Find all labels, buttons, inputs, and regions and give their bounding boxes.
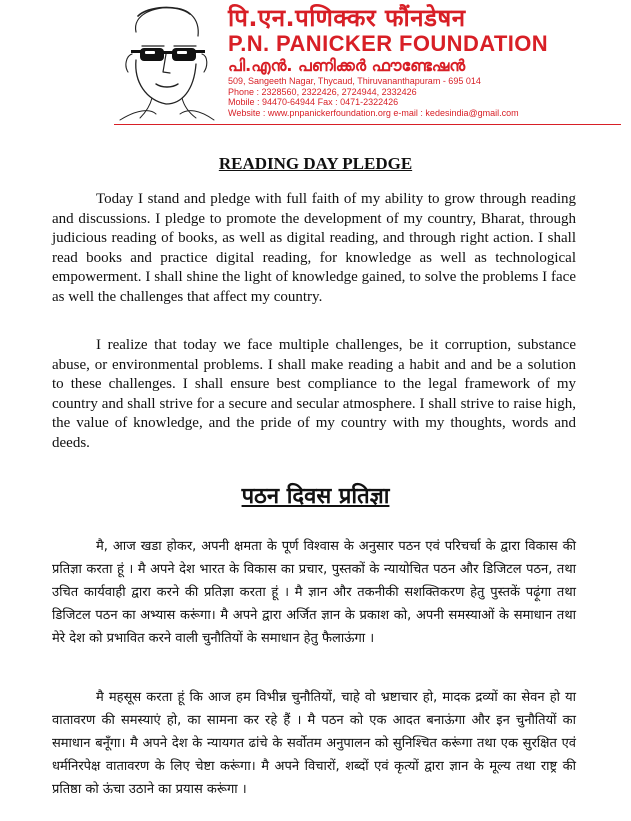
pledge-english-paragraph-2: I realize that today we face multiple challenges, be it corruption, substance abuse, or environmental problems. I shall make reading a habit and and be a solution to these challenges. I shall ensure best compliance to the legal framework of my country and shall strive for a secure and secular atmosphere. I shall strive to raise high, the value of knowledge, and the pride of my country with my thoughts, words and deeds. [52, 337, 576, 451]
foundation-name-english: P.N. PANICKER FOUNDATION [228, 31, 549, 56]
letterhead [0, 0, 631, 128]
founder-portrait-sketch [116, 2, 219, 122]
foundation-name-malayalam: പി.എൻ. പണിക്കർ ഫൗണ്ടേഷൻ [228, 56, 466, 75]
foundation-website-email: Website : www.pnpanickerfoundation.org e-mail : kedesindia@gmail.com [228, 107, 519, 118]
foundation-mobile-fax: Mobile : 94470-64944 Fax : 0471-2322426 [228, 97, 399, 107]
foundation-address: 509, Sangeeth Nagar, Thycaud, Thiruvananthapuram - 695 014 [228, 76, 481, 86]
pledge-hindi-paragraph-1: मै, आज खडा होकर, अपनी क्षमता के पूर्ण विश्वास के अनुसार पठन एवं परिचर्चा के द्वारा विकास की प्रतिज्ञा करता हूं । मै अपने देश भारत के विकास का प्रचार, पुस्तकों के न्यायोचित पठन और डिजिटल पठन, तथा उचित कार्यवाही द्वारा करने की प्रतिज्ञा करता हूं । मै ज्ञान और तकनीकी सशक्तिकरण हेतु पुस्तकें पढ़ूंगा तथा डिजिटल पठन का अभ्यास करूंगा। मै अपने द्वारा अर्जित ज्ञान के प्रकाश को, अपनी समस्याओं के समाधान तथा मेरे देश को प्रभावित करने वाली चुनौतियों के समाधान हेतु फैलाऊंगा । [52, 539, 576, 646]
letterhead-text [228, 4, 624, 118]
pledge-title-hindi: पठन दिवस प्रतिज्ञा [241, 484, 390, 509]
foundation-name-hindi: पि.एन.पणिक्कर फौंनडेषन [228, 4, 466, 32]
pledge-title-english: READING DAY PLEDGE [218, 154, 413, 173]
pledge-hindi-paragraph-2: मै महसूस करता हूं कि आज हम विभीन्न चुनौतियों, चाहे वो भ्रष्टाचार हो, मादक द्रव्यों का सेवन हो या वातावरण की समस्याएं हो, का सामना कर रहे हैं । मै पठन को एक आदत बनाऊंगा और इन चुनौतियों का समाधान बनूँगा। मै अपने देश के न्यायगत ढांचे के सर्वोतम अनुपालन को सुनिश्चित करूंगा तथा एक सुरक्षित एवं धर्मनिरपेक्ष वातावरण के लिए चेष्टा करूंगा। मै अपने विचारों, शब्दों एवं कृत्यों द्वारा ज्ञान के मूल्य तथा राष्ट्र की प्रतिष्ठा को ऊंचा उठाने का प्रयास करूंगा । [52, 690, 576, 797]
letterhead-divider [114, 124, 621, 125]
foundation-phone: Phone : 2328560, 2322426, 2724944, 2332426 [228, 86, 417, 97]
pledge-english-paragraph-1: Today I stand and pledge with full faith of my ability to grow through reading and discussions. I pledge to promote the development of my country, Bharat, through judicious reading of books, as well as digital reading, and through right action. I shall read books and practice digital reading, for knowledge as well as technological empowerment. I shall shine the light of knowledge gained, to solve the problems I face as well the challenges that affect my country. [52, 191, 576, 305]
